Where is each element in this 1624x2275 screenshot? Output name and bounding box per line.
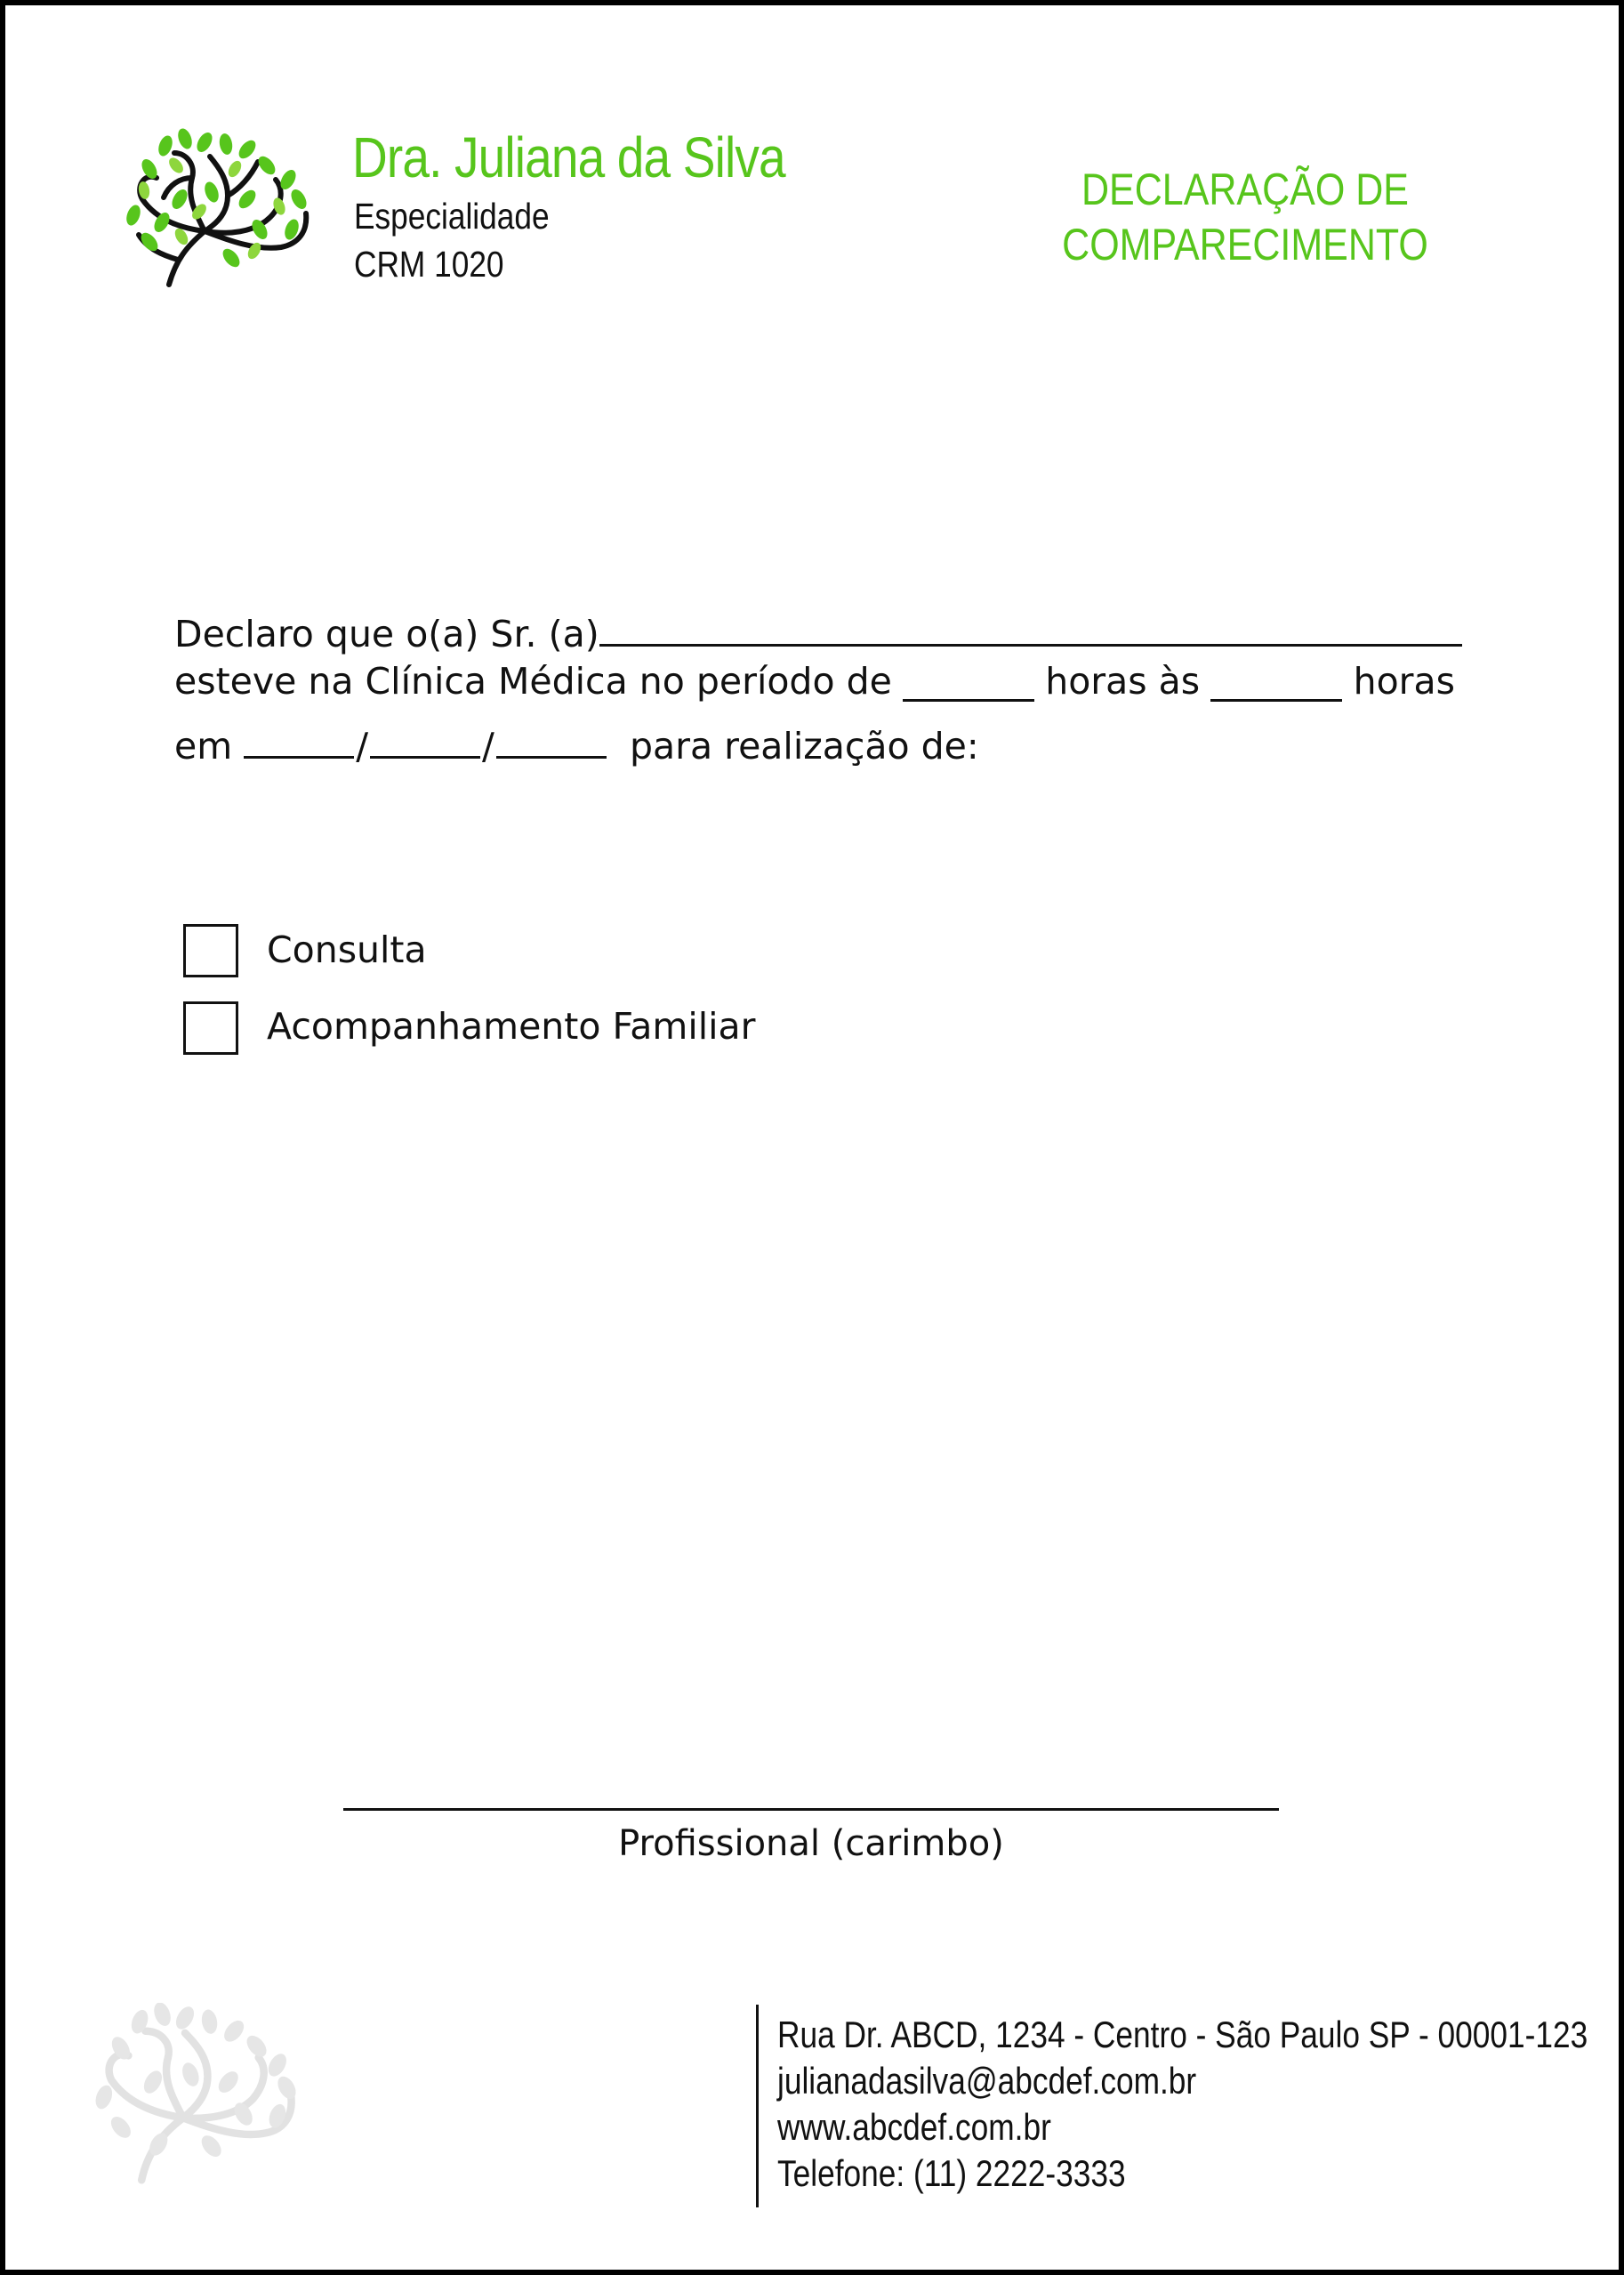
hours-to-text: horas às <box>1045 660 1201 703</box>
declaration-intro: Declaro que o(a) Sr. (a) <box>174 613 599 655</box>
tree-logo-icon <box>123 126 327 304</box>
email-link[interactable]: julianadasilva@abcdef.com.br <box>777 2060 1197 2102</box>
declaration-line-2 <box>174 660 1455 710</box>
signature-label: Profissional (carimbo) <box>618 1823 1004 1864</box>
doctor-name: Dra. Juliana da Silva <box>352 125 785 189</box>
date-day-blank[interactable] <box>244 717 354 759</box>
document-title <box>1046 162 1443 272</box>
date-prefix: em <box>174 725 233 768</box>
specialty-label: Especialidade <box>354 196 550 237</box>
tree-watermark-icon <box>84 2003 318 2191</box>
period-text: esteve na Clínica Médica no período de <box>174 660 892 703</box>
document-title-line-2: COMPARECIMENTO <box>1062 220 1428 269</box>
consulta-label: Consulta <box>267 928 427 971</box>
purpose-text: para realização de: <box>629 725 979 768</box>
signature-line[interactable] <box>343 1808 1279 1811</box>
phone-text: Telefone: (11) 2222-3333 <box>777 2152 1126 2194</box>
declaration-line-1 <box>174 605 1455 655</box>
hours-text: horas <box>1353 660 1455 703</box>
crm-number: CRM 1020 <box>354 244 504 285</box>
acompanhamento-label: Acompanhamento Familiar <box>267 1005 756 1048</box>
patient-name-blank[interactable] <box>599 605 1462 647</box>
document-title-line-1: DECLARAÇÃO DE <box>1081 165 1409 214</box>
acompanhamento-checkbox[interactable] <box>183 1001 238 1055</box>
declaration-line-3 <box>174 717 1455 767</box>
footer-divider <box>756 2005 759 2207</box>
date-separator: / <box>482 725 494 768</box>
start-hour-blank[interactable] <box>903 660 1034 702</box>
end-hour-blank[interactable] <box>1210 660 1342 702</box>
date-separator: / <box>356 725 369 768</box>
consulta-checkbox[interactable] <box>183 924 238 977</box>
address-text: Rua Dr. ABCD, 1234 - Centro - São Paulo SP - 00001-123 <box>777 2014 1588 2055</box>
contact-info <box>777 2012 1588 2197</box>
date-year-blank[interactable] <box>496 717 607 759</box>
website-link[interactable]: www.abcdef.com.br <box>777 2106 1051 2148</box>
date-month-blank[interactable] <box>370 717 480 759</box>
